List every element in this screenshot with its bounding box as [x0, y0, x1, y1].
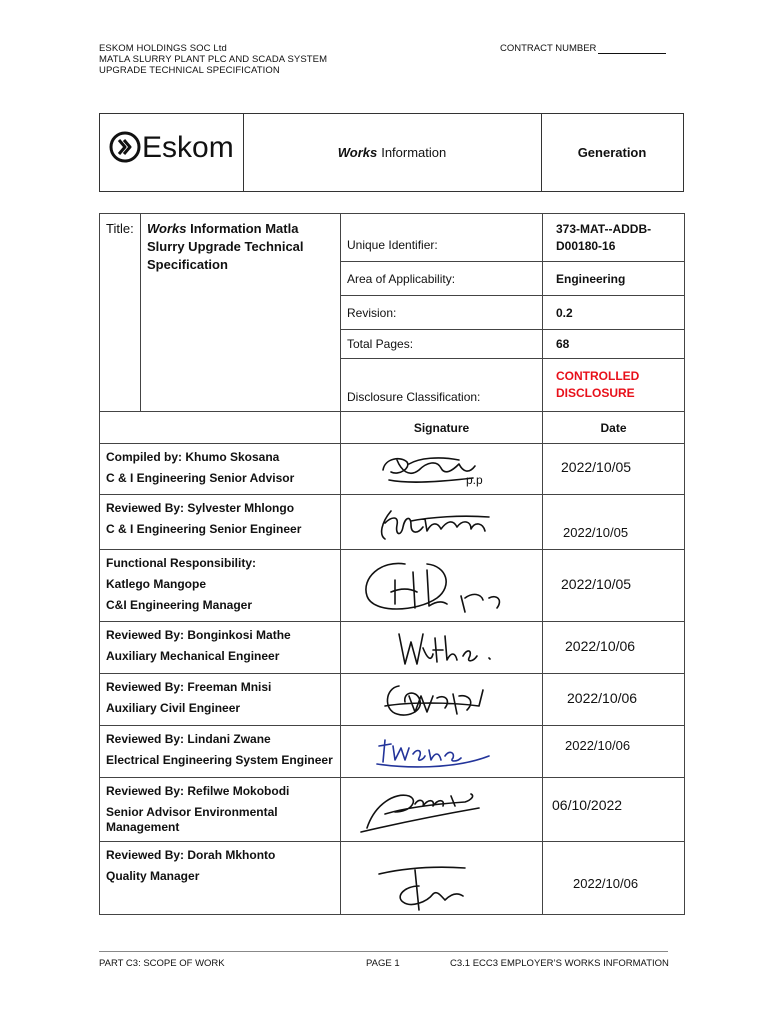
approval-date: 2022/10/05 — [561, 459, 632, 475]
approval-row — [100, 842, 685, 915]
division-label: Generation — [577, 145, 647, 160]
company-name: ESKOM HOLDINGS SOC Ltd — [99, 43, 227, 54]
signature-cell — [341, 622, 543, 674]
approval-date: 06/10/2022 — [552, 797, 623, 813]
approval-row — [100, 778, 685, 842]
approver-title: Electrical Engineering System Engineer — [106, 753, 333, 767]
approver-title: C & I Engineering Senior Engineer — [106, 522, 302, 536]
approver-title: C&I Engineering Manager — [106, 598, 253, 612]
document-header — [99, 43, 327, 76]
area-value: Engineering — [543, 262, 685, 296]
date-cell — [543, 495, 685, 550]
eskom-logo — [100, 114, 244, 191]
footer-rule — [99, 951, 668, 952]
approval-date: 2022/10/06 — [567, 690, 638, 706]
approver-info — [100, 444, 341, 495]
signature-column-header: Signature — [341, 412, 543, 444]
pp-mark: p.p — [466, 473, 483, 487]
signature-image — [393, 628, 503, 670]
signature-image — [355, 784, 505, 836]
approver-role-name: Reviewed By: Refilwe Mokobodi — [106, 784, 290, 798]
title-label: Title: — [106, 221, 134, 236]
signature-cell — [341, 550, 543, 622]
date-cell — [543, 674, 685, 726]
unique-identifier-value — [543, 214, 685, 262]
title-line-1: Information Matla — [190, 221, 299, 236]
approver-title-2: Management — [106, 820, 180, 834]
approval-date: 2022/10/06 — [565, 738, 631, 753]
disclosure-label: Disclosure Classification: — [341, 359, 543, 412]
approver-info — [100, 550, 341, 622]
eskom-logo-text: Eskom — [142, 131, 234, 164]
approver-name: Katlego Mangope — [106, 577, 207, 591]
title-box — [99, 113, 684, 192]
unique-identifier-label: Unique Identifier: — [341, 214, 543, 262]
approver-role-name: Reviewed By: Bonginkosi Mathe — [106, 628, 291, 642]
approver-role-name: Reviewed By: Dorah Mkhonto — [106, 848, 276, 862]
footer-left: PART C3: SCOPE OF WORK — [99, 958, 225, 969]
title-line-2: Slurry Upgrade Technical — [147, 239, 304, 254]
signature-image — [373, 732, 503, 772]
revision-value: 0.2 — [543, 296, 685, 330]
unique-identifier-line-2: D00180-16 — [556, 238, 616, 253]
approver-info — [100, 778, 341, 842]
project-name: MATLA SLURRY PLANT PLC AND SCADA SYSTEM — [99, 54, 328, 65]
approver-info — [100, 495, 341, 550]
title-label-cell — [100, 214, 141, 412]
approver-title: Auxiliary Mechanical Engineer — [106, 649, 280, 663]
contract-number-label: CONTRACT NUMBER — [500, 43, 597, 54]
title-value-cell — [141, 214, 341, 412]
approver-role-name: Reviewed By: Freeman Mnisi — [106, 680, 272, 694]
disclosure-line-1: CONTROLLED — [556, 369, 640, 383]
footer-page: PAGE 1 — [366, 958, 400, 969]
signature-image — [379, 680, 499, 722]
approver-title: C & I Engineering Senior Advisor — [106, 471, 295, 485]
approval-row — [100, 622, 685, 674]
area-label: Area of Applicability: — [341, 262, 543, 296]
date-cell — [543, 444, 685, 495]
document-control-table — [99, 213, 685, 915]
date-column-header: Date — [543, 412, 685, 444]
title-works: Works — [147, 221, 187, 236]
eskom-logo-icon — [100, 114, 243, 191]
date-cell — [543, 726, 685, 778]
disclosure-line-2: DISCLOSURE — [556, 386, 635, 400]
unique-identifier-line-1: 373-MAT--ADDB- — [556, 221, 652, 236]
approver-role-name: Compiled by: Khumo Skosana — [106, 450, 280, 464]
approver-role-name: Functional Responsibility: — [106, 556, 257, 570]
signature-image — [371, 501, 511, 545]
signature-cell — [341, 778, 543, 842]
title-line-3: Specification — [147, 257, 228, 272]
document-name: UPGRADE TECHNICAL SPECIFICATION — [99, 65, 280, 76]
signature-cell — [341, 444, 543, 495]
date-cell — [543, 622, 685, 674]
signature-cell — [341, 674, 543, 726]
signature-image — [357, 558, 507, 618]
approval-date: 2022/10/05 — [563, 525, 629, 540]
total-pages-value: 68 — [543, 330, 685, 359]
contract-number-blank — [598, 44, 666, 54]
approval-date: 2022/10/06 — [565, 638, 636, 654]
approval-date: 2022/10/05 — [561, 576, 632, 592]
approver-info — [100, 674, 341, 726]
approver-title: Auxiliary Civil Engineer — [106, 701, 241, 715]
signature-cell — [341, 842, 543, 915]
information-label: Information — [381, 145, 447, 160]
approver-info — [100, 622, 341, 674]
signature-image — [379, 450, 509, 490]
total-pages-label: Total Pages: — [341, 330, 543, 359]
approver-info — [100, 842, 341, 915]
revision-label: Revision: — [341, 296, 543, 330]
date-cell — [543, 842, 685, 915]
approval-row — [100, 674, 685, 726]
date-cell — [543, 778, 685, 842]
signature-cell — [341, 495, 543, 550]
approval-row — [100, 550, 685, 622]
works-information-heading — [243, 114, 542, 191]
disclosure-value — [543, 359, 685, 412]
approval-row — [100, 726, 685, 778]
signature-image — [375, 856, 495, 912]
approver-role-name: Reviewed By: Sylvester Mhlongo — [106, 501, 295, 515]
signature-cell — [341, 726, 543, 778]
contract-number — [500, 43, 666, 54]
approval-row — [100, 444, 685, 495]
blank-head-cell — [100, 412, 341, 444]
approver-title: Senior Advisor Environmental — [106, 805, 278, 819]
approval-row — [100, 495, 685, 550]
approver-info — [100, 726, 341, 778]
works-italic: Works — [337, 145, 378, 160]
footer-right: C3.1 ECC3 EMPLOYER’S WORKS INFORMATION — [450, 958, 669, 969]
date-cell — [543, 550, 685, 622]
approval-date: 2022/10/06 — [573, 876, 639, 891]
approver-title: Quality Manager — [106, 869, 200, 883]
approver-role-name: Reviewed By: Lindani Zwane — [106, 732, 271, 746]
